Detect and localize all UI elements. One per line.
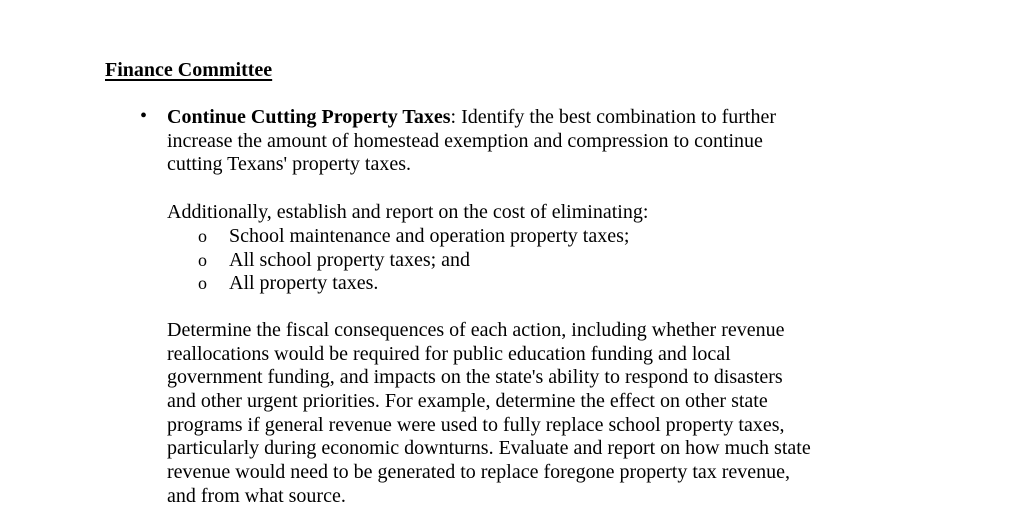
paragraph-line: revenue would need to be generated to replace foregone property tax revenue, <box>167 461 791 484</box>
paragraph-line: and other urgent priorities. For example, determine the effect on other state <box>167 390 768 413</box>
sub-item-text: All school property taxes; and <box>229 249 471 271</box>
additionally-line: Additionally, establish and report on the cost of eliminating: <box>167 201 649 223</box>
bullet-lead-text: Continue Cutting Property Taxes <box>167 106 451 128</box>
intro-line-3: cutting Texans' property taxes. <box>167 153 411 176</box>
paragraph-line: programs if general revenue were used to fully replace school property taxes, <box>167 413 785 436</box>
sub-item-text: School maintenance and operation property taxes; <box>229 225 630 247</box>
intro-line-1 <box>167 106 927 130</box>
sub-list-item <box>198 249 470 273</box>
sub-list-item <box>198 225 629 249</box>
bullet-marker: • <box>140 105 148 127</box>
paragraph-line: Determine the fiscal consequences of each action, including whether revenue <box>167 319 785 341</box>
bullet-intro-paragraph <box>167 106 927 177</box>
consequences-paragraph <box>167 319 927 509</box>
sub-item-text: All property taxes. <box>229 272 379 294</box>
paragraph-line: particularly during economic downturns. Evaluate and report on how much state <box>167 437 811 460</box>
sub-bullet-marker: o <box>198 226 207 246</box>
sub-bullet-marker: o <box>198 273 207 293</box>
section-heading: Finance Committee <box>105 59 273 81</box>
additionally-paragraph <box>167 201 927 225</box>
paragraph-line: reallocations would be required for public education funding and local <box>167 342 731 365</box>
sub-list-item <box>198 272 378 296</box>
intro-text: : Identify the best combination to further <box>450 106 777 128</box>
intro-line-2: increase the amount of homestead exemption and compression to continue <box>167 129 763 152</box>
sub-bullet-marker: o <box>198 250 207 270</box>
paragraph-line: and from what source. <box>167 484 346 507</box>
paragraph-line: government funding, and impacts on the state's ability to respond to disasters <box>167 366 783 389</box>
